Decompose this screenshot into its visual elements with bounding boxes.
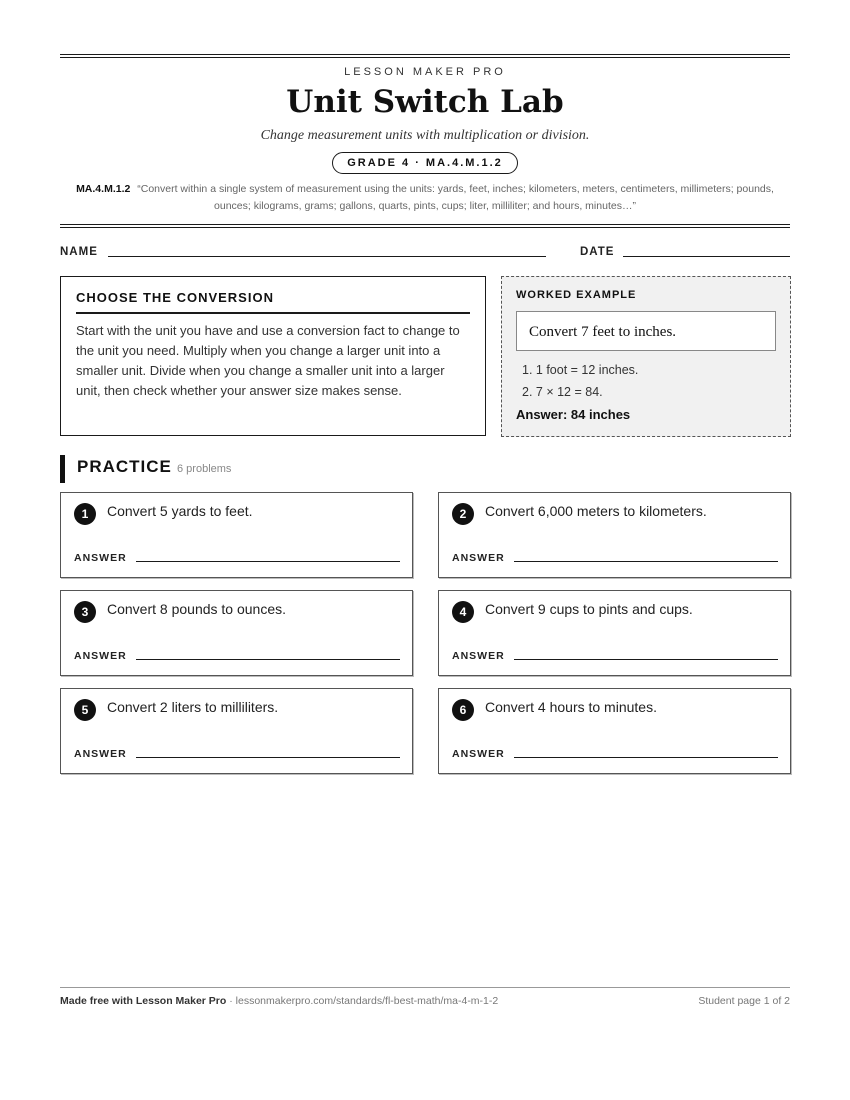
worked-example-steps [522, 359, 776, 403]
answer-label: ANSWER [452, 650, 505, 662]
choose-conversion-body: Start with the unit you have and use a conversion fact to change to the unit you need. Multiply when you change a larger unit into a smaller unit. Divide when you change a smaller unit into a larger unit, then check whether your answer size makes sense. [76, 323, 460, 398]
answer-label: ANSWER [452, 552, 505, 564]
worked-example-title: WORKED EXAMPLE [516, 289, 637, 301]
practice-title: PRACTICE [77, 457, 172, 476]
answer-field[interactable] [136, 561, 400, 562]
answer-field[interactable] [514, 561, 778, 562]
grade-badge: GRADE 4 · MA.4.M.1.2 [332, 152, 518, 174]
answer-label: ANSWER [74, 748, 127, 760]
standard-text: “Convert within a single system of measurement using the units: yards, feet, inches; kilometers, meters, centimeters, millimeters; pounds, ounces; kilograms, grams; gallons, quarts, pints, cups; liter, milliliter; and hours, minutes…” [137, 183, 774, 212]
footer-url: · lessonmakerpro.com/standards/fl-best-math/ma-4-m-1-2 [226, 995, 499, 1007]
footer-rule [60, 987, 790, 988]
answer-field[interactable] [514, 659, 778, 660]
problem-text: Convert 6,000 meters to kilometers. [485, 503, 707, 519]
problem-card-4 [438, 590, 791, 676]
problem-card-6 [438, 688, 791, 774]
footer-page-number: Student page 1 of 2 [698, 995, 790, 1007]
choose-conversion-title: CHOOSE THE CONVERSION [76, 290, 470, 314]
problem-text: Convert 4 hours to minutes. [485, 699, 657, 715]
problem-card-3 [60, 590, 413, 676]
worked-example-step: 2. 7 × 12 = 84. [522, 385, 603, 399]
worked-example-box [501, 276, 791, 437]
problem-text: Convert 2 liters to milliliters. [107, 699, 279, 715]
name-label: NAME [60, 246, 98, 258]
standard-description [64, 181, 786, 215]
problem-number-badge: 5 [74, 699, 96, 721]
worksheet-title: Unit Switch Lab [286, 84, 564, 120]
worked-example-answer: Answer: 84 inches [516, 407, 631, 422]
brand-name: LESSON MAKER PRO [344, 66, 506, 78]
problem-number-badge: 4 [452, 601, 474, 623]
problem-number-badge: 3 [74, 601, 96, 623]
date-label: DATE [580, 246, 615, 258]
problem-number-badge: 6 [452, 699, 474, 721]
worked-example-step: 1. 1 foot = 12 inches. [522, 363, 639, 377]
problem-text: Convert 8 pounds to ounces. [107, 601, 287, 617]
name-field[interactable] [108, 256, 546, 257]
answer-label: ANSWER [452, 748, 505, 760]
problem-number-badge: 2 [452, 503, 474, 525]
practice-accent-bar [60, 455, 65, 483]
footer-credit [60, 995, 498, 1007]
problem-card-1 [60, 492, 413, 578]
answer-field[interactable] [136, 659, 400, 660]
problem-text: Convert 9 cups to pints and cups. [485, 601, 693, 617]
header-bottom-double-rule [60, 224, 790, 228]
standard-code: MA.4.M.1.2 [76, 183, 131, 195]
answer-label: ANSWER [74, 650, 127, 662]
problem-card-5 [60, 688, 413, 774]
problem-text: Convert 5 yards to feet. [107, 503, 253, 519]
answer-field[interactable] [514, 757, 778, 758]
footer-made-with: Made free with Lesson Maker Pro [60, 995, 227, 1007]
problem-number-badge: 1 [74, 503, 96, 525]
practice-count: 6 problems [177, 463, 232, 475]
top-double-rule [60, 54, 790, 58]
worksheet-subtitle: Change measurement units with multiplication or division. [260, 128, 590, 143]
date-field[interactable] [623, 256, 790, 257]
worked-example-problem: Convert 7 feet to inches. [516, 311, 776, 351]
answer-label: ANSWER [74, 552, 127, 564]
answer-field[interactable] [136, 757, 400, 758]
problem-card-2 [438, 492, 791, 578]
choose-conversion-box [60, 276, 486, 436]
